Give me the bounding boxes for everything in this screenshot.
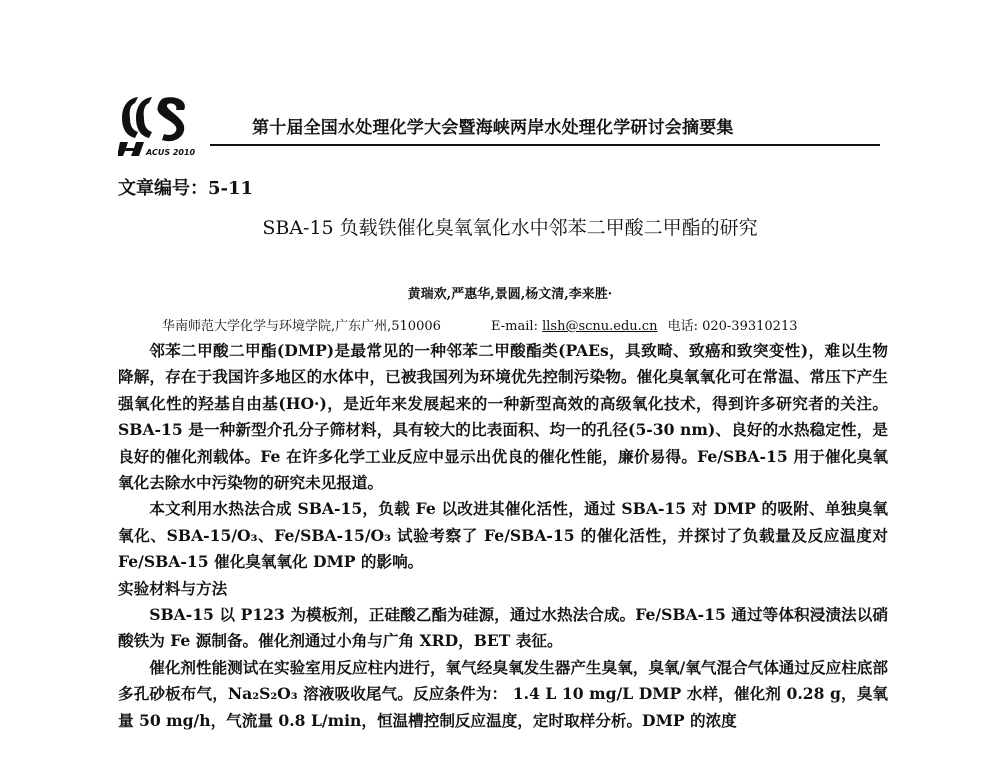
hacus-logo — [118, 92, 208, 158]
paragraph-synthesis: SBA-15 以 P123 为模板剂，正硅酸乙酯为硅源，通过水热法合成。Fe/SBA-15 通过等体积浸渍法以硝酸铁为 Fe 源制备。催化剂通过小角与广角 XRD，BET 表征。 — [118, 605, 888, 651]
article-number: 文章编号：5-11 — [118, 178, 254, 199]
section-heading: 实验材料与方法 — [118, 578, 228, 598]
email-label: E-mail: — [491, 319, 543, 334]
header-divider — [210, 144, 880, 146]
abstract-body — [118, 338, 888, 734]
paragraph-method-summary: 本文利用水热法合成 SBA-15，负载 Fe 以改进其催化活性，通过 SBA-15 对 DMP 的吸附、单独臭氧氧化、SBA-15/O₃、Fe/SBA-15/O₃ 试验考察了 Fe/SBA-15 的催化活性，并探讨了负载量及反应温度对 Fe/SBA-15 催化臭氧氧化 DMP 的影响。 — [118, 499, 888, 572]
affiliation-line — [162, 315, 797, 334]
email-link[interactable]: llsh@scnu.edu.cn — [542, 319, 658, 334]
paragraph-intro: 邻苯二甲酸二甲酯(DMP)是最常见的一种邻苯二甲酸酯类(PAEs，具致畸、致癌和致突变性)，难以生物降解，存在于我国许多地区的水体中，已被我国列为环境优先控制污染物。催化臭氧氧化可在常温、常压下产生强氧化性的羟基自由基(HO·)，是近年来发展起来的一种新型高效的高级氧化技术，得到许多研究者的关注。SBA-15 是一种新型介孔分子筛材料，具有较大的比表面积、均一的孔径(5-30 nm)、良好的水热稳定性，是良好的催化剂载体。Fe 在许多化学工业反应中显示出优良的催化性能，廉价易得。Fe/SBA-15 用于催化臭氧氧化去除水中污染物的研究未见报道。 — [118, 341, 888, 493]
author-list: 黄瑞欢,严惠华,景圆,杨文清,李来胜· — [407, 287, 613, 302]
conference-title: 第十届全国水处理化学大会暨海峡两岸水处理化学研讨会摘要集 — [252, 118, 734, 138]
svg-text:ACUS 2010: ACUS 2010 — [146, 148, 196, 157]
email-block — [491, 319, 662, 334]
affiliation: 华南师范大学化学与环境学院,广东广州,510006 — [162, 319, 441, 334]
paper-title: SBA-15 负载铁催化臭氧氧化水中邻苯二甲酸二甲酯的研究 — [262, 217, 758, 239]
phone-number: 电话: 020-39310213 — [667, 319, 798, 334]
paragraph-testing: 催化剂性能测试在实验室用反应柱内进行，氧气经臭氧发生器产生臭氧，臭氧/氧气混合气体通过反应柱底部多孔砂板布气，Na₂S₂O₃ 溶液吸收尾气。反应条件为： 1.4 L 10 mg/L DMP 水样，催化剂 0.28 g，臭氧量 50 mg/h，气流量 0.8 L/min，恒温槽控制反应温度，定时取样分析。DMP 的浓度 — [118, 657, 888, 730]
